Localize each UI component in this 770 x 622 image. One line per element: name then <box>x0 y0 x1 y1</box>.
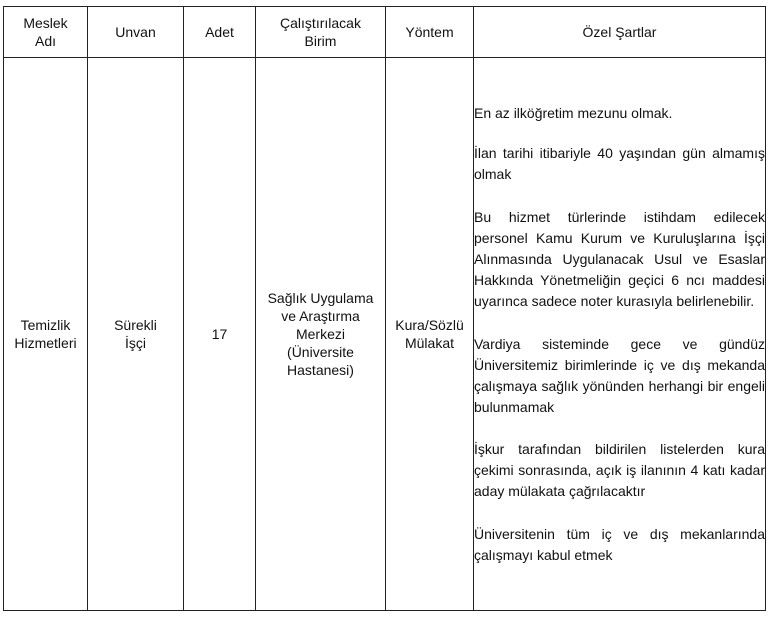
condition-item: Bu hizmet türlerinde istihdam edilecek personel Kamu Kurum ve Kuruluşlarına İşçi Alınmasında Uygulanacak Usul ve Esaslar Hakkında Yönetmeliğin geçici 6 ncı maddesi uyarınca sadece noter kurasıyla belirlenebilir. <box>474 208 765 309</box>
header-ozel-sartlar: Özel Şartlar <box>474 7 766 58</box>
header-unvan: Unvan <box>88 7 184 58</box>
header-adet: Adet <box>184 7 256 58</box>
cell-ozel-sartlar <box>474 58 766 611</box>
cell-meslek-adi: Temizlik Hizmetleri <box>4 58 88 611</box>
job-listing-table <box>3 6 766 611</box>
condition-item: En az ilköğretim mezunu olmak. <box>474 104 673 121</box>
condition-item: İlan tarihi itibariyle 40 yaşından gün almamış olmak <box>474 144 765 182</box>
cell-adet: 17 <box>184 58 256 611</box>
header-meslek-adi: Meslek Adı <box>4 7 88 58</box>
condition-item: Üniversitenin tüm iç ve dış mekanlarında çalışmayı kabul etmek <box>474 525 765 563</box>
header-yontem: Yöntem <box>386 7 474 58</box>
cell-birim: Sağlık Uygulama ve Araştırma Merkezi (Üniversite Hastanesi) <box>256 58 386 611</box>
table-header <box>4 7 766 58</box>
condition-item: İşkur tarafından bildirilen listelerden kura çekimi sonrasında, açık iş ilanının 4 katı kadar aday mülakata çağrılacaktır <box>474 440 765 499</box>
header-birim: Çalıştırılacak Birim <box>256 7 386 58</box>
table-row <box>4 58 766 611</box>
table-body <box>4 58 766 611</box>
condition-item: Vardiya sisteminde gece ve gündüz Üniversitemiz birimlerinde iç ve dış mekanda çalışmaya sağlık yönünden herhangi bir engeli bulunmamak <box>474 335 765 415</box>
header-row <box>4 7 766 58</box>
cell-unvan: Sürekli İşçi <box>88 58 184 611</box>
cell-yontem: Kura/Sözlü Mülakat <box>386 58 474 611</box>
